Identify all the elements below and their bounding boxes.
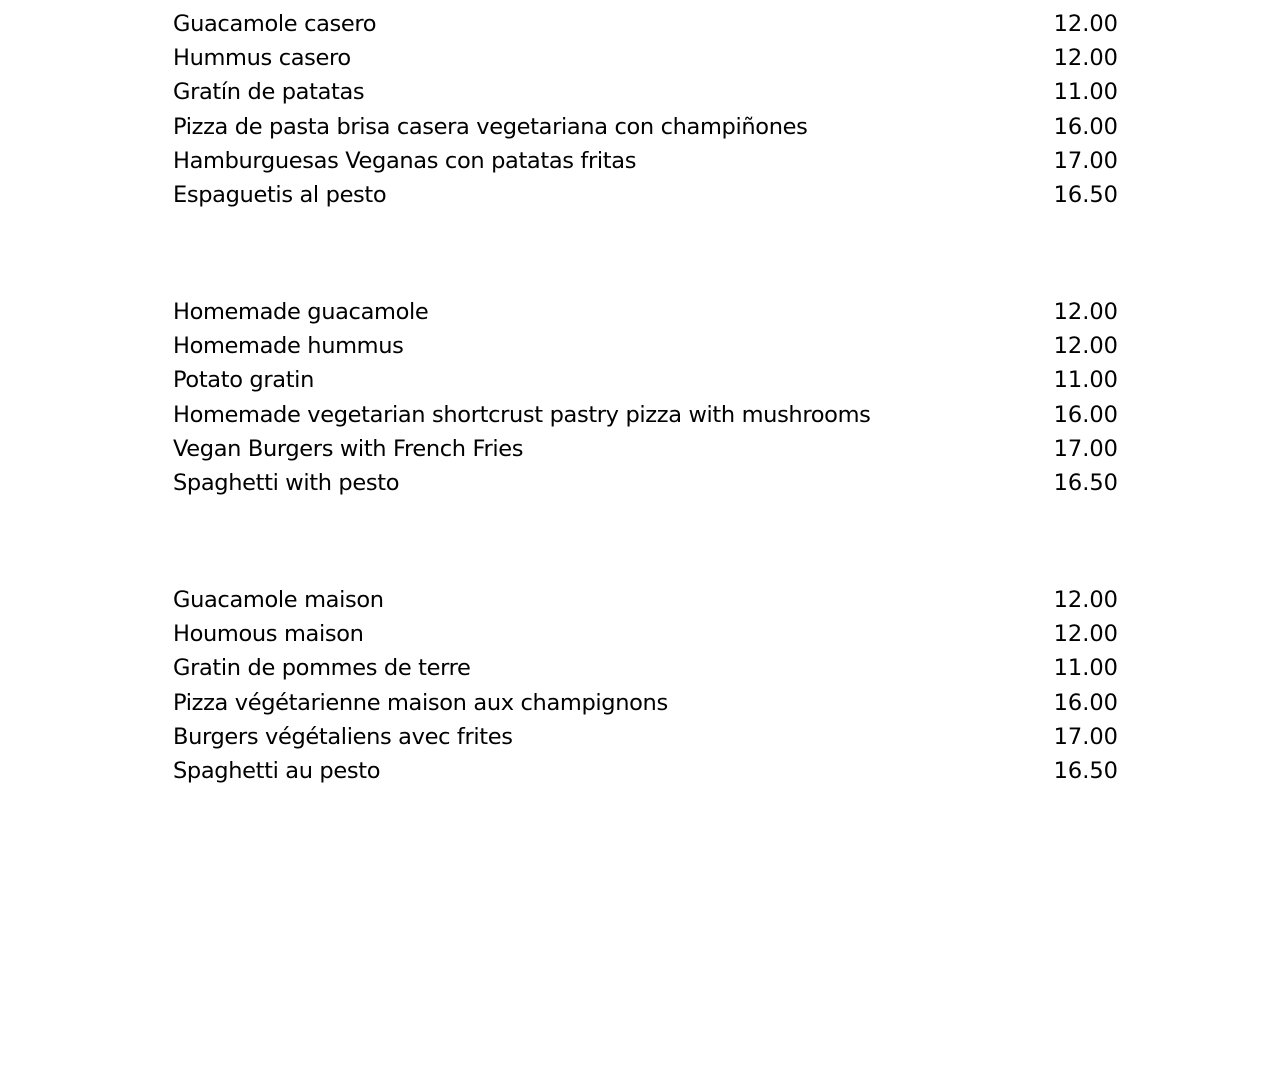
menu-item-name: Burgers végétaliens avec frites: [173, 723, 513, 750]
menu-item: [173, 398, 1118, 432]
menu-item-price: 12.00: [1053, 587, 1118, 613]
menu-item-name: Guacamole casero: [173, 11, 377, 37]
menu-item-name: Potato gratin: [173, 367, 314, 394]
menu-item: [173, 466, 1118, 500]
menu-item-price: 16.50: [1053, 469, 1118, 496]
menu-item: [173, 144, 1118, 178]
menu-item: [173, 720, 1118, 754]
menu-item-price: 16.00: [1053, 401, 1118, 428]
menu-item-name: Hamburguesas Veganas con patatas fritas: [173, 147, 637, 174]
menu-item-price: 17.00: [1053, 435, 1118, 462]
menu-item: [173, 432, 1118, 466]
menu-item-price: 17.00: [1053, 723, 1118, 750]
menu-item: [173, 110, 1118, 144]
menu-item-price: 12.00: [1053, 11, 1118, 37]
menu-item-name: Spaghetti with pesto: [173, 469, 400, 496]
menu-item: [173, 754, 1118, 788]
menu-item-price: 11.00: [1053, 79, 1118, 106]
menu-item-price: 12.00: [1053, 621, 1118, 648]
menu-item: [173, 686, 1118, 720]
menu-section-french: [173, 583, 1118, 788]
menu-item-price: 16.50: [1053, 181, 1118, 208]
menu-item-name: Homemade guacamole: [173, 299, 429, 325]
menu-item-name: Homemade vegetarian shortcrust pastry pizza with mushrooms: [173, 401, 871, 428]
menu-item: [173, 583, 1118, 617]
menu-section-spanish: [173, 7, 1118, 212]
menu-item-name: Pizza de pasta brisa casera vegetariana con champiñones: [173, 113, 808, 140]
menu-item-name: Espaguetis al pesto: [173, 181, 387, 208]
menu-item: [173, 7, 1118, 41]
menu-item: [173, 651, 1118, 685]
menu-item-name: Pizza végétarienne maison aux champignons: [173, 689, 668, 716]
menu-item: [173, 295, 1118, 329]
menu-item: [173, 178, 1118, 212]
menu-item-price: 16.50: [1053, 757, 1118, 784]
menu-item-price: 16.00: [1053, 113, 1118, 140]
menu-item-name: Vegan Burgers with French Fries: [173, 435, 524, 462]
menu-item-price: 16.00: [1053, 689, 1118, 716]
menu-item-price: 17.00: [1053, 147, 1118, 174]
menu-item-name: Houmous maison: [173, 621, 364, 648]
menu-section-english: [173, 295, 1118, 500]
menu-item-name: Homemade hummus: [173, 333, 404, 360]
menu-item: [173, 617, 1118, 651]
menu-item-price: 11.00: [1053, 367, 1118, 394]
menu-item-name: Guacamole maison: [173, 587, 384, 613]
menu-item: [173, 329, 1118, 363]
menu-item: [173, 75, 1118, 109]
menu-item: [173, 41, 1118, 75]
menu-item-price: 12.00: [1053, 45, 1118, 72]
menu-item-name: Gratin de pommes de terre: [173, 655, 471, 682]
menu-item-price: 12.00: [1053, 299, 1118, 325]
menu-item-name: Spaghetti au pesto: [173, 757, 381, 784]
menu-item-name: Gratín de patatas: [173, 79, 365, 106]
menu-item-name: Hummus casero: [173, 45, 351, 72]
menu-item: [173, 363, 1118, 397]
menu-item-price: 12.00: [1053, 333, 1118, 360]
menu-item-price: 11.00: [1053, 655, 1118, 682]
